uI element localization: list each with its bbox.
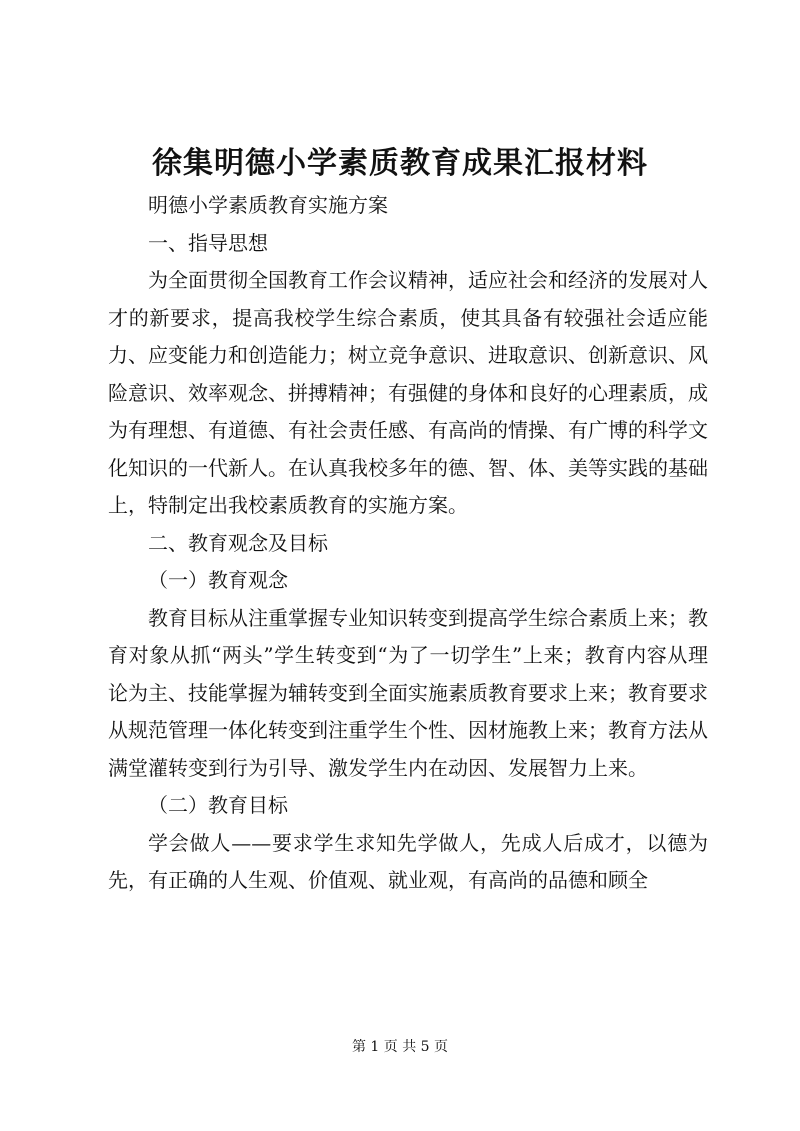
paragraph-plan-heading: 明德小学素质教育实施方案 bbox=[148, 193, 388, 217]
subsection-heading-goals: （二）教育目标 bbox=[148, 793, 288, 817]
paragraph-goals: 学会做人——要求学生求知先学做人，先成人后成才，以德为先，有正确的人生观、价值观、就业观，有高尚的品德和顾全 bbox=[108, 830, 708, 892]
paragraph-concepts: 教育目标从注重掌握专业知识转变到提高学生综合素质上来；教育对象从抓“两头”学生转变到“为了一切学生”上来；教育内容从理论为主、技能掌握为辅转变到全面实施素质教育要求上来；教育要求从规范管理一体化转变到注重学生个性、因材施教上来；教育方法从满堂灌转变到行为引导、激发学生内在动因、发展智力上来。 bbox=[108, 605, 708, 780]
paragraph-guiding-thought: 为全面贯彻全国教育工作会议精神，适应社会和经济的发展对人才的新要求，提高我校学生综合素质，使其具备有较强社会适应能力、应变能力和创造能力；树立竞争意识、进取意识、创新意识、风险意识、效率观念、拼搏精神；有强健的身体和良好的心理素质，成为有理想、有道德、有社会责任感、有高尚的情操、有广博的科学文化知识的一代新人。在认真我校多年的德、智、体、美等实践的基础上，特制定出我校素质教育的实施方案。 bbox=[108, 268, 708, 517]
section-heading-concepts-goals: 二、教育观念及目标 bbox=[148, 530, 328, 555]
subsection-heading-concepts: （一）教育观念 bbox=[148, 568, 288, 592]
page-number-footer: 第 1 页 共 5 页 bbox=[351, 1039, 449, 1055]
document-body bbox=[108, 187, 708, 900]
section-heading-guiding-thought: 一、指导思想 bbox=[148, 230, 268, 255]
document-title: 徐集明德小学素质教育成果汇报材料 bbox=[152, 146, 648, 181]
